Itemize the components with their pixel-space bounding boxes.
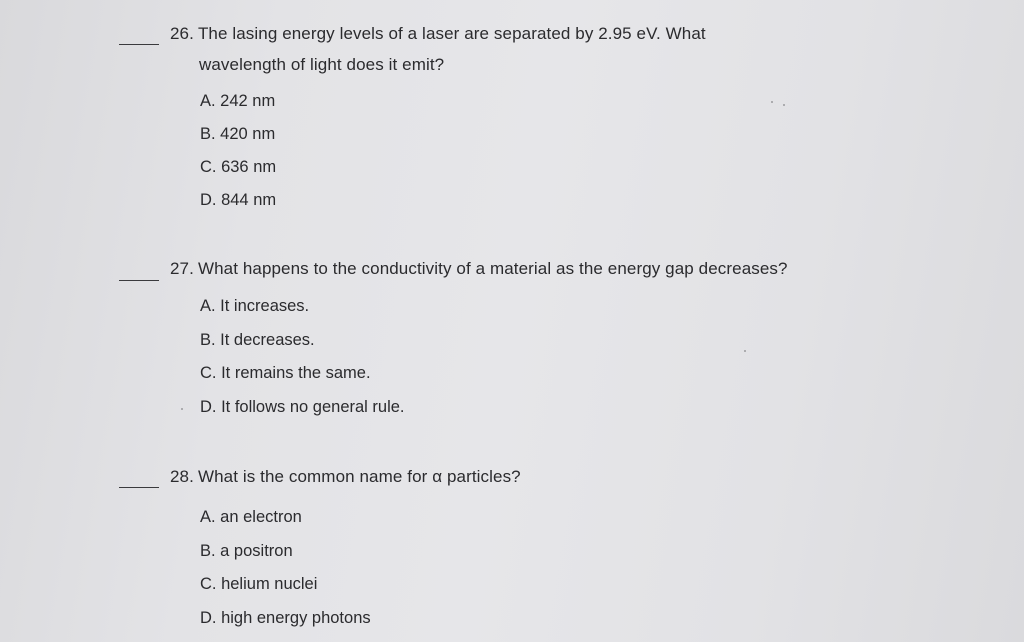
question-27-text bbox=[170, 253, 788, 284]
paper-speck bbox=[783, 104, 785, 106]
question-28-text bbox=[170, 461, 521, 492]
option-28-b[interactable]: B. a positron bbox=[200, 542, 293, 560]
option-26-d[interactable]: D. 844 nm bbox=[200, 191, 277, 209]
option-26-c[interactable]: C. 636 nm bbox=[200, 158, 277, 176]
option-28-c[interactable]: C. helium nuclei bbox=[200, 575, 318, 593]
option-27-c[interactable]: C. It remains the same. bbox=[200, 364, 371, 382]
answer-blank-26[interactable] bbox=[119, 44, 159, 45]
option-28-d[interactable]: D. high energy photons bbox=[200, 609, 371, 627]
question-text-line1: What happens to the conductivity of a material as the energy gap decreases? bbox=[197, 259, 788, 278]
question-26-text bbox=[170, 18, 706, 80]
question-number: 26. bbox=[170, 24, 194, 43]
option-26-a[interactable]: A. 242 nm bbox=[200, 92, 276, 110]
question-text-line1: What is the common name for α particles? bbox=[197, 467, 521, 486]
paper-speck bbox=[181, 408, 183, 410]
question-number: 27. bbox=[170, 259, 194, 278]
question-number: 28. bbox=[170, 467, 194, 486]
option-26-b[interactable]: B. 420 nm bbox=[200, 125, 276, 143]
option-27-a[interactable]: A. It increases. bbox=[200, 297, 310, 315]
answer-blank-27[interactable] bbox=[119, 280, 159, 281]
question-text-line2: wavelength of light does it emit? bbox=[199, 55, 445, 74]
option-28-a[interactable]: A. an electron bbox=[200, 508, 302, 526]
answer-blank-28[interactable] bbox=[119, 487, 159, 488]
paper-speck bbox=[771, 101, 773, 103]
question-text-line1: The lasing energy levels of a laser are separated by 2.95 eV. What bbox=[197, 24, 706, 43]
option-27-b[interactable]: B. It decreases. bbox=[200, 331, 315, 349]
option-27-d[interactable]: D. It follows no general rule. bbox=[200, 398, 405, 416]
paper-speck bbox=[744, 350, 746, 352]
